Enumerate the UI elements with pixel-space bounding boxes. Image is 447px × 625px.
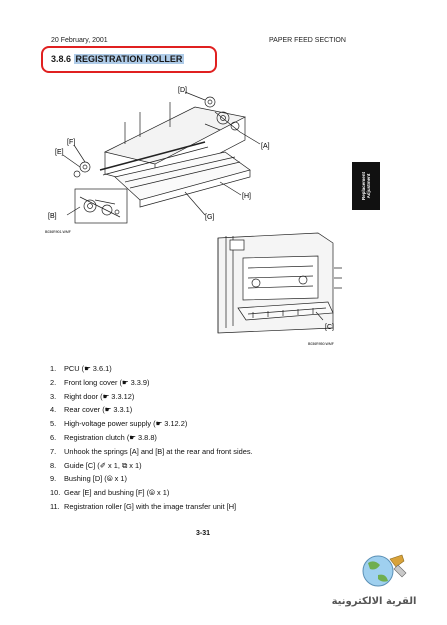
figure-caption: B036R950.WMF <box>308 342 334 346</box>
step-number: 2. <box>50 377 57 387</box>
callout-b: [B] <box>48 213 57 220</box>
list-item <box>50 459 253 473</box>
list-item <box>50 500 253 514</box>
side-tab-line1: Replacement <box>361 171 366 201</box>
list-item <box>50 362 253 376</box>
page-number: 3-31 <box>196 530 211 537</box>
list-item <box>50 403 253 417</box>
globe-icon <box>363 556 393 586</box>
step-number: 1. <box>50 364 57 373</box>
step-number: 11. <box>50 501 60 511</box>
step-number: 5. <box>50 419 57 429</box>
step-text: Registration clutch (☛ 3.8.8) <box>64 432 157 442</box>
figure-caption: B036R901.WMF <box>45 230 71 234</box>
section-label: REGISTRATION ROLLER <box>75 54 183 64</box>
callout-e: [E] <box>55 149 64 156</box>
callout-c: [C] <box>325 324 334 331</box>
wrench-icon <box>394 565 406 577</box>
step-text: PCU (☛ 3.6.1) <box>64 364 112 373</box>
callout-h: [H] <box>242 193 251 200</box>
list-item <box>50 390 253 404</box>
step-number: 4. <box>50 405 57 415</box>
guide-diagram <box>208 228 348 346</box>
callout-g: [G] <box>205 214 215 221</box>
registration-roller-diagram <box>45 82 285 234</box>
step-number: 9. <box>50 474 57 484</box>
step-number: 10. <box>50 488 61 498</box>
section-title <box>51 54 184 64</box>
list-item <box>50 376 253 390</box>
side-tab <box>352 162 380 210</box>
header-section: PAPER FEED SECTION <box>269 37 346 44</box>
list-item <box>50 486 253 500</box>
list-item <box>50 417 253 431</box>
step-number: 6. <box>50 432 57 442</box>
callout-a: [A] <box>261 143 270 150</box>
side-tab-line2: Adjustment <box>366 173 371 199</box>
step-text: Right door (☛ 3.3.12) <box>64 391 135 401</box>
watermark-logo <box>318 553 430 613</box>
watermark-text: القرية الالكترونية <box>331 596 417 607</box>
step-text: Front long cover (☛ 3.3.9) <box>64 377 150 387</box>
procedure-steps <box>50 362 253 514</box>
step-number: 8. <box>50 460 57 470</box>
step-text: Bushing [D] (⦾ x 1) <box>64 474 128 484</box>
step-text: High-voltage power supply (☛ 3.12.2) <box>64 419 188 429</box>
header-date: 20 February, 2001 <box>51 37 108 44</box>
step-text: Rear cover (☛ 3.3.1) <box>64 405 133 415</box>
step-text: Registration roller [G] with the image transfer unit [H] <box>64 501 237 511</box>
list-item <box>50 472 253 486</box>
step-text: Unhook the springs [A] and [B] at the rear and front sides. <box>64 446 253 456</box>
list-item <box>50 445 253 459</box>
step-text: Guide [C] (✐ x 1, ⧉ x 1) <box>64 460 142 470</box>
side-tab-text <box>361 172 371 200</box>
list-item <box>50 431 253 445</box>
step-text: Gear [E] and bushing [F] (⦾ x 1) <box>64 488 170 498</box>
section-number: 3.8.6 <box>51 54 72 64</box>
step-number: 7. <box>50 446 57 456</box>
callout-f: [F] <box>67 139 76 146</box>
step-number: 3. <box>50 391 57 401</box>
callout-d: [D] <box>178 87 187 94</box>
